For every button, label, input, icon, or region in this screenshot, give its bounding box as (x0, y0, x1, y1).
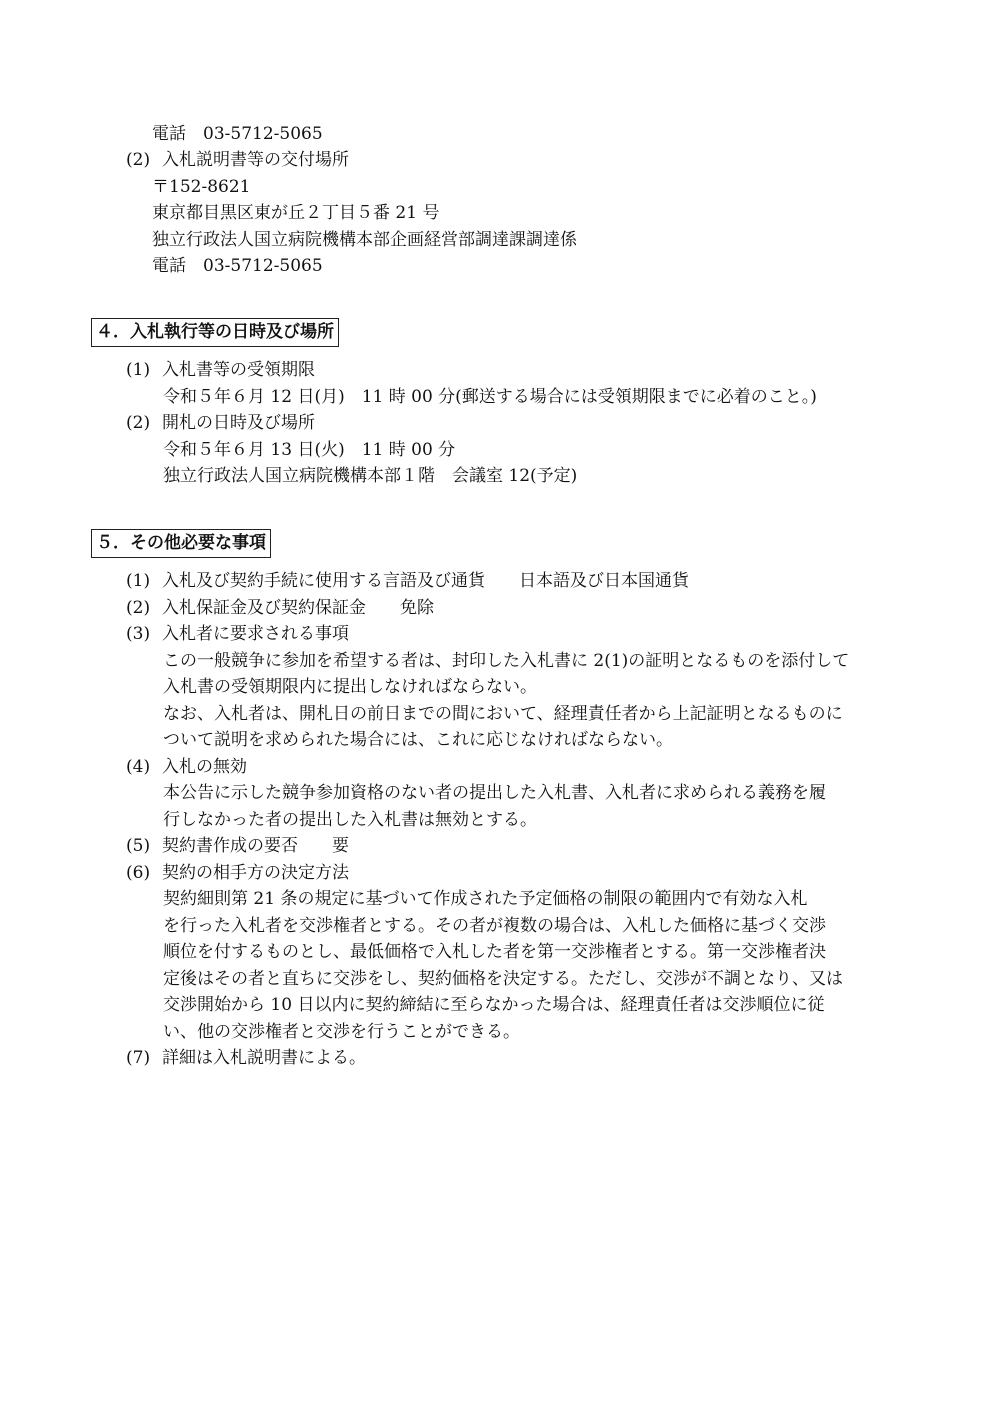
section-5-item-6 (126, 860, 349, 886)
postal-code: 〒152-8621 (152, 177, 251, 197)
item-number: (7) (126, 1048, 151, 1068)
item-label: 入札保証金及び契約保証金 免除 (162, 598, 434, 618)
opening-datetime: 令和５年６月 13 日(火) 11 時 00 分 (163, 440, 456, 460)
office-name: 独立行政法人国立病院機構本部企画経営部調達課調達係 (152, 230, 577, 250)
opening-place: 独立行政法人国立病院機構本部１階 会議室 12(予定) (163, 466, 578, 486)
item-number: (4) (126, 757, 151, 777)
item-label: 契約書作成の要否 要 (162, 836, 349, 856)
method-line: 交渉開始から 10 日以内に契約締結に至らなかった場合は、経理責任者は交渉順位に従 (163, 995, 825, 1015)
phone-line-2: 電話 03-5712-5065 (152, 256, 323, 276)
item-label: 入札者に要求される事項 (162, 624, 349, 644)
requirement-line: この一般競争に参加を希望する者は、封印した入札書に 2(1)の証明となるものを添付して (163, 651, 850, 671)
method-line: 契約細則第 21 条の規定に基づいて作成された予定価格の制限の範囲内で有効な入札 (163, 889, 808, 909)
item-number: (3) (126, 624, 151, 644)
invalid-bid-line: 本公告に示した競争参加資格のない者の提出した入札書、入札者に求められる義務を履 (163, 783, 826, 803)
method-line: い、他の交渉権者と交渉を行うことができる。 (163, 1022, 520, 1042)
section-5-item-5 (126, 833, 349, 859)
section-5-item-1 (126, 568, 689, 594)
item-label: 開札の日時及び場所 (162, 413, 315, 433)
item-number: (1) (126, 571, 151, 591)
item-label: 入札及び契約手続に使用する言語及び通貨 日本語及び日本国通貨 (162, 571, 689, 591)
method-line: 定後はその者と直ちに交渉をし、契約価格を決定する。ただし、交渉が不調となり、又は (163, 969, 843, 989)
item-number: (2) (126, 413, 151, 433)
requirement-line: 入札書の受領期限内に提出しなければならない。 (163, 677, 537, 697)
invalid-bid-line: 行しなかった者の提出した入札書は無効とする。 (163, 810, 537, 830)
address: 東京都目黒区東が丘２丁目５番 21 号 (152, 203, 440, 223)
item-number: (2) (126, 598, 151, 618)
item-number: (2) (126, 150, 151, 170)
item-number: (6) (126, 863, 151, 883)
requirement-line: なお、入札者は、開札日の前日までの間において、経理責任者から上記証明となるものに (163, 704, 843, 724)
section-4-item-1 (126, 357, 315, 383)
item-number: (5) (126, 836, 151, 856)
item-label: 入札の無効 (162, 757, 247, 777)
requirement-line: ついて説明を求められた場合には、これに応じなければならない。 (163, 730, 673, 750)
item-label: 契約の相手方の決定方法 (162, 863, 349, 883)
item-label: 入札書等の受領期限 (162, 360, 315, 380)
section-5-item-4 (126, 754, 247, 780)
deadline-detail: 令和５年６月 12 日(月) 11 時 00 分(郵送する場合には受領期限までに必着のこと。) (163, 387, 817, 407)
item-label: 入札説明書等の交付場所 (162, 150, 349, 170)
section-5-item-2 (126, 595, 434, 621)
item-heading (126, 147, 349, 173)
item-label: 詳細は入札説明書による。 (162, 1048, 366, 1068)
section-5-item-7 (126, 1045, 366, 1071)
method-line: を行った入札者を交渉権者とする。その者が複数の場合は、入札した価格に基づく交渉 (163, 916, 826, 936)
section-5-heading: ５．その他必要な事項 (91, 529, 271, 558)
section-4-item-2 (126, 410, 315, 436)
section-4-heading: ４．入札執行等の日時及び場所 (91, 318, 339, 347)
phone-line-1: 電話 03-5712-5065 (152, 124, 323, 144)
item-number: (1) (126, 360, 151, 380)
section-5-item-3 (126, 621, 349, 647)
method-line: 順位を付するものとし、最低価格で入札した者を第一交渉権者とする。第一交渉権者決 (163, 942, 826, 962)
